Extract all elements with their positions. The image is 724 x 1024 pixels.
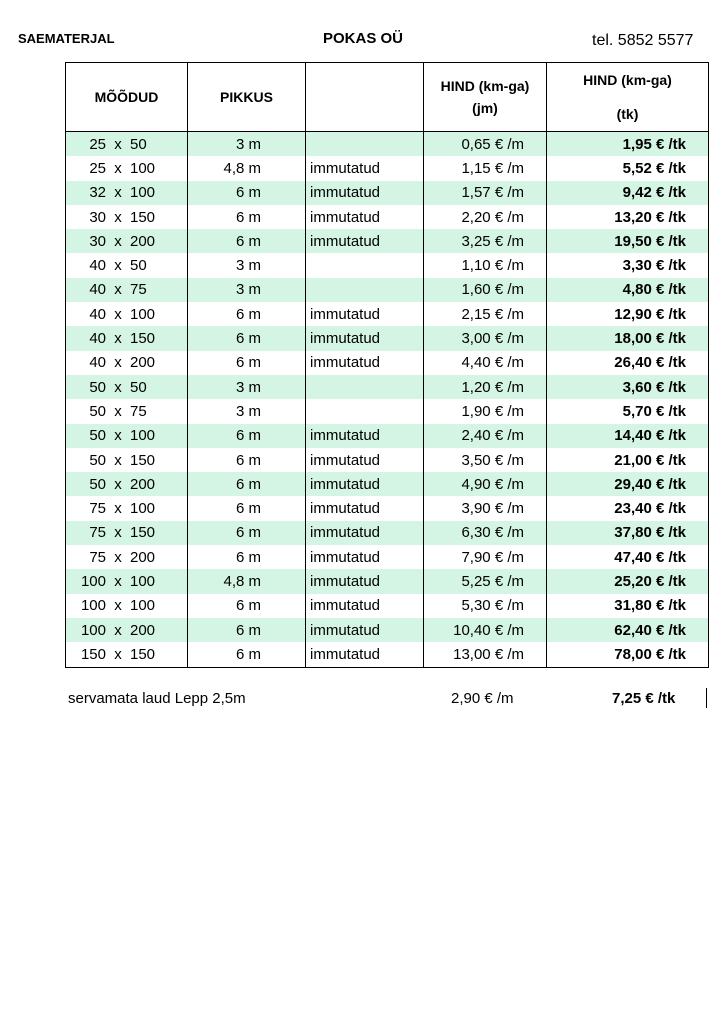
dimension-height: 200: [130, 354, 156, 372]
dimension-height: 100: [130, 159, 156, 177]
cell-length: 3 m: [188, 278, 306, 302]
dimension-width: 50: [89, 402, 106, 420]
header-company: POKAS OÜ: [323, 30, 404, 47]
table-row: [66, 132, 709, 157]
table-row: [66, 545, 709, 569]
dimension-width: 100: [80, 572, 106, 590]
dimension-separator: x: [114, 402, 122, 420]
dimension-width: 30: [89, 208, 106, 226]
cell-price-jm: 5,30 € /m: [424, 594, 547, 618]
table-row: [66, 326, 709, 350]
table-row: [66, 642, 709, 667]
dimension-separator: x: [114, 257, 122, 275]
col-header-length: PIKKUS: [188, 63, 306, 132]
cell-note: immutatud: [306, 326, 424, 350]
cell-length: 6 m: [188, 448, 306, 472]
cell-price-jm: 3,25 € /m: [424, 229, 547, 253]
dimension-width: 30: [89, 232, 106, 250]
table-row: [66, 399, 709, 423]
cell-price-tk: 26,40 € /tk: [547, 351, 709, 375]
cell-dimensions: [66, 278, 188, 302]
dimension-height: 200: [130, 475, 156, 493]
cell-price-jm: 13,00 € /m: [424, 642, 547, 667]
table-row: [66, 569, 709, 593]
cell-length: 6 m: [188, 302, 306, 326]
cell-dimensions: [66, 351, 188, 375]
cell-dimensions: [66, 253, 188, 277]
table-row: [66, 521, 709, 545]
cell-price-tk: 5,52 € /tk: [547, 156, 709, 180]
dimension-height: 100: [130, 427, 156, 445]
dimension-width: 50: [89, 378, 106, 396]
cell-length: 4,8 m: [188, 569, 306, 593]
table-row: [66, 424, 709, 448]
table-row: [66, 351, 709, 375]
cell-dimensions: [66, 424, 188, 448]
dimension-separator: x: [114, 621, 122, 639]
cell-dimensions: [66, 594, 188, 618]
dimension-separator: x: [114, 232, 122, 250]
dimension-width: 32: [89, 184, 106, 202]
dimension-height: 100: [130, 572, 156, 590]
cell-length: 6 m: [188, 642, 306, 667]
cell-length: 6 m: [188, 618, 306, 642]
cell-dimensions: [66, 496, 188, 520]
table-row: [66, 229, 709, 253]
dimension-height: 150: [130, 330, 156, 348]
cell-length: 3 m: [188, 375, 306, 399]
cell-price-jm: 3,90 € /m: [424, 496, 547, 520]
dimension-separator: x: [114, 500, 122, 518]
cell-length: 6 m: [188, 351, 306, 375]
cell-dimensions: [66, 618, 188, 642]
table-row: [66, 181, 709, 205]
cell-dimensions: [66, 472, 188, 496]
dimension-width: 75: [89, 548, 106, 566]
dimension-width: 40: [89, 305, 106, 323]
table-row: [66, 594, 709, 618]
cell-price-jm: 4,40 € /m: [424, 351, 547, 375]
dimension-separator: x: [114, 135, 122, 153]
table-row: [66, 302, 709, 326]
header-category: SAEMATERJAL: [18, 31, 115, 46]
cell-dimensions: [66, 205, 188, 229]
dimension-separator: x: [114, 572, 122, 590]
table-row: [66, 375, 709, 399]
cell-dimensions: [66, 375, 188, 399]
dimension-separator: x: [114, 281, 122, 299]
dimension-height: 150: [130, 524, 156, 542]
extra-item-price-jm: 2,90 € /m: [451, 690, 514, 707]
extra-row-divider: [706, 688, 707, 708]
cell-dimensions: [66, 156, 188, 180]
cell-note: immutatud: [306, 496, 424, 520]
dimension-separator: x: [114, 597, 122, 615]
cell-note: immutatud: [306, 521, 424, 545]
cell-note: immutatud: [306, 156, 424, 180]
cell-dimensions: [66, 448, 188, 472]
cell-price-tk: 18,00 € /tk: [547, 326, 709, 350]
dimension-width: 100: [80, 597, 106, 615]
cell-price-tk: 62,40 € /tk: [547, 618, 709, 642]
cell-price-tk: 19,50 € /tk: [547, 229, 709, 253]
cell-price-jm: 1,15 € /m: [424, 156, 547, 180]
col-header-price-jm: HIND (km-ga) (jm): [424, 63, 547, 132]
cell-note: immutatud: [306, 594, 424, 618]
cell-price-jm: 0,65 € /m: [424, 132, 547, 157]
cell-dimensions: [66, 569, 188, 593]
dimension-height: 200: [130, 621, 156, 639]
cell-price-jm: 2,15 € /m: [424, 302, 547, 326]
cell-note: immutatud: [306, 302, 424, 326]
table-row: [66, 205, 709, 229]
extra-item-name: servamata laud Lepp 2,5m: [68, 690, 246, 707]
dimension-width: 25: [89, 159, 106, 177]
cell-price-jm: 2,20 € /m: [424, 205, 547, 229]
dimension-separator: x: [114, 184, 122, 202]
col-header-note: [306, 63, 424, 132]
cell-price-jm: 2,40 € /m: [424, 424, 547, 448]
dimension-height: 75: [130, 281, 147, 299]
dimension-separator: x: [114, 548, 122, 566]
cell-length: 6 m: [188, 326, 306, 350]
dimension-height: 150: [130, 208, 156, 226]
dimension-separator: x: [114, 354, 122, 372]
table-row: [66, 448, 709, 472]
dimension-width: 150: [80, 645, 106, 663]
cell-price-tk: 14,40 € /tk: [547, 424, 709, 448]
cell-note: immutatud: [306, 545, 424, 569]
cell-length: 4,8 m: [188, 156, 306, 180]
cell-note: [306, 375, 424, 399]
cell-length: 6 m: [188, 205, 306, 229]
col-header-dimensions: MÕÕDUD: [66, 63, 188, 132]
cell-length: 6 m: [188, 496, 306, 520]
cell-price-jm: 1,20 € /m: [424, 375, 547, 399]
cell-price-tk: 1,95 € /tk: [547, 132, 709, 157]
dimension-width: 100: [80, 621, 106, 639]
dimension-width: 40: [89, 281, 106, 299]
cell-length: 6 m: [188, 181, 306, 205]
cell-price-jm: 1,90 € /m: [424, 399, 547, 423]
dimension-width: 50: [89, 475, 106, 493]
cell-length: 6 m: [188, 594, 306, 618]
cell-note: immutatud: [306, 618, 424, 642]
dimension-separator: x: [114, 645, 122, 663]
dimension-height: 50: [130, 378, 147, 396]
dimension-height: 100: [130, 597, 156, 615]
cell-dimensions: [66, 642, 188, 667]
cell-price-tk: 9,42 € /tk: [547, 181, 709, 205]
cell-price-tk: 23,40 € /tk: [547, 496, 709, 520]
price-table: [65, 62, 709, 668]
cell-price-tk: 25,20 € /tk: [547, 569, 709, 593]
cell-price-tk: 12,90 € /tk: [547, 302, 709, 326]
cell-note: [306, 253, 424, 277]
dimension-height: 50: [130, 135, 147, 153]
dimension-width: 40: [89, 354, 106, 372]
cell-price-jm: 5,25 € /m: [424, 569, 547, 593]
dimension-height: 75: [130, 402, 147, 420]
dimension-width: 50: [89, 451, 106, 469]
cell-dimensions: [66, 302, 188, 326]
cell-price-jm: 1,60 € /m: [424, 278, 547, 302]
dimension-height: 200: [130, 232, 156, 250]
cell-length: 6 m: [188, 521, 306, 545]
cell-dimensions: [66, 521, 188, 545]
cell-length: 6 m: [188, 424, 306, 448]
cell-price-tk: 78,00 € /tk: [547, 642, 709, 667]
cell-dimensions: [66, 132, 188, 157]
cell-length: 3 m: [188, 399, 306, 423]
dimension-width: 25: [89, 135, 106, 153]
table-row: [66, 496, 709, 520]
table-row: [66, 253, 709, 277]
dimension-separator: x: [114, 451, 122, 469]
cell-length: 6 m: [188, 472, 306, 496]
dimension-width: 50: [89, 427, 106, 445]
dimension-separator: x: [114, 208, 122, 226]
cell-dimensions: [66, 326, 188, 350]
dimension-separator: x: [114, 475, 122, 493]
cell-price-tk: 13,20 € /tk: [547, 205, 709, 229]
cell-note: immutatud: [306, 181, 424, 205]
dimension-height: 150: [130, 451, 156, 469]
dimension-separator: x: [114, 378, 122, 396]
table-row: [66, 156, 709, 180]
dimension-separator: x: [114, 305, 122, 323]
dimension-height: 150: [130, 645, 156, 663]
cell-price-jm: 4,90 € /m: [424, 472, 547, 496]
price-table-body: [66, 132, 709, 668]
cell-price-tk: 21,00 € /tk: [547, 448, 709, 472]
cell-dimensions: [66, 399, 188, 423]
cell-price-tk: 3,60 € /tk: [547, 375, 709, 399]
header-phone: tel. 5852 5577: [592, 32, 694, 49]
cell-dimensions: [66, 229, 188, 253]
cell-note: immutatud: [306, 205, 424, 229]
cell-note: immutatud: [306, 569, 424, 593]
cell-note: immutatud: [306, 448, 424, 472]
cell-note: immutatud: [306, 351, 424, 375]
cell-price-tk: 37,80 € /tk: [547, 521, 709, 545]
dimension-height: 100: [130, 305, 156, 323]
dimension-height: 100: [130, 500, 156, 518]
cell-price-jm: 3,00 € /m: [424, 326, 547, 350]
cell-price-tk: 5,70 € /tk: [547, 399, 709, 423]
cell-length: 6 m: [188, 545, 306, 569]
dimension-separator: x: [114, 159, 122, 177]
dimension-width: 40: [89, 330, 106, 348]
cell-note: immutatud: [306, 424, 424, 448]
cell-dimensions: [66, 545, 188, 569]
dimension-width: 40: [89, 257, 106, 275]
dimension-width: 75: [89, 500, 106, 518]
dimension-height: 200: [130, 548, 156, 566]
cell-price-jm: 7,90 € /m: [424, 545, 547, 569]
cell-note: immutatud: [306, 642, 424, 667]
table-row: [66, 472, 709, 496]
cell-length: 3 m: [188, 253, 306, 277]
table-row: [66, 618, 709, 642]
dimension-separator: x: [114, 427, 122, 445]
cell-note: [306, 399, 424, 423]
table-row: [66, 278, 709, 302]
cell-note: immutatud: [306, 472, 424, 496]
col-header-price-tk: HIND (km-ga) (tk): [547, 63, 709, 132]
cell-price-jm: 1,10 € /m: [424, 253, 547, 277]
cell-note: immutatud: [306, 229, 424, 253]
dimension-separator: x: [114, 330, 122, 348]
dimension-height: 50: [130, 257, 147, 275]
extra-item-price-tk: 7,25 € /tk: [612, 690, 676, 707]
cell-length: 6 m: [188, 229, 306, 253]
dimension-separator: x: [114, 524, 122, 542]
cell-note: [306, 278, 424, 302]
table-header-row: [66, 63, 709, 132]
cell-price-tk: 29,40 € /tk: [547, 472, 709, 496]
cell-length: 3 m: [188, 132, 306, 157]
cell-price-tk: 4,80 € /tk: [547, 278, 709, 302]
cell-price-jm: 10,40 € /m: [424, 618, 547, 642]
cell-note: [306, 132, 424, 157]
cell-price-jm: 1,57 € /m: [424, 181, 547, 205]
cell-price-tk: 47,40 € /tk: [547, 545, 709, 569]
dimension-height: 100: [130, 184, 156, 202]
dimension-width: 75: [89, 524, 106, 542]
cell-dimensions: [66, 181, 188, 205]
cell-price-jm: 3,50 € /m: [424, 448, 547, 472]
cell-price-tk: 3,30 € /tk: [547, 253, 709, 277]
cell-price-jm: 6,30 € /m: [424, 521, 547, 545]
cell-price-tk: 31,80 € /tk: [547, 594, 709, 618]
